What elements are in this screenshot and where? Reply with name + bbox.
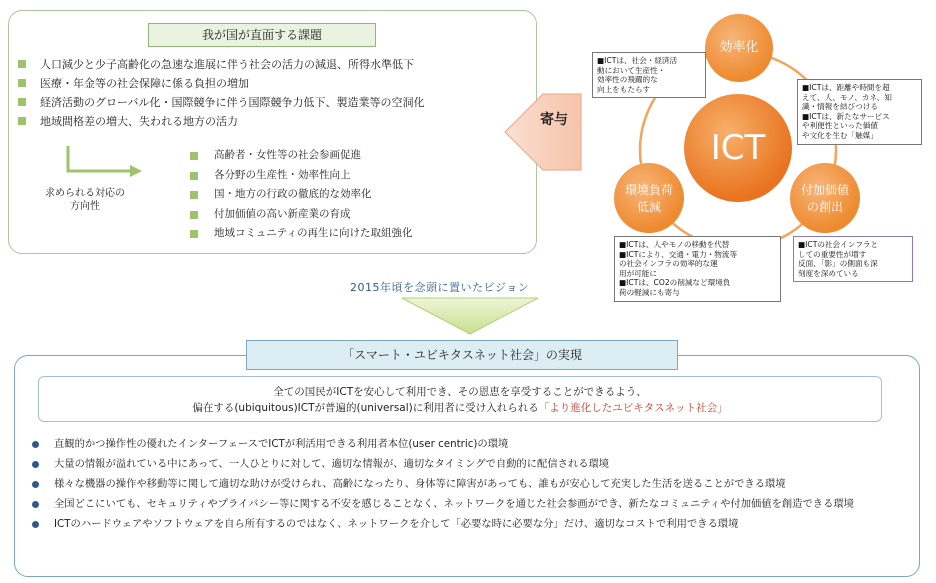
- vision-statement: [38, 376, 882, 422]
- note-line: 荷の軽減にも寄与: [619, 287, 680, 297]
- note-line: 刻度を深めている: [798, 268, 859, 278]
- response-item: 地域コミュニティの再生に向けた取組強化: [190, 224, 412, 244]
- issues-list: [18, 55, 424, 131]
- note-line: や利便性といった価値: [802, 121, 878, 131]
- response-item: 各分野の生産性・効率性向上: [190, 166, 412, 186]
- environment-node-line2: 低減: [636, 200, 661, 214]
- realization-item: 全国どこにいても、セキュリティやプライバシー等に関する不安を感じることなく、ネットワークを通じた社会参画ができ、新たなコミュニティや付加価値を創造できる環境: [32, 496, 912, 513]
- note-line: ■ICTにより、交通・電力・物流等: [619, 249, 738, 259]
- efficiency-node: 効率化: [705, 14, 773, 82]
- response-item: 国・地方の行政の徹底的な効率化: [190, 185, 412, 205]
- note-line: や文化を生む「触媒」: [802, 130, 878, 140]
- value-node: [790, 163, 860, 233]
- direction-label-line2: 方向性: [70, 201, 100, 212]
- note-line: 効率性の飛躍的な: [597, 75, 658, 85]
- contribution-arrow-icon: [503, 92, 583, 172]
- shadow-note: [793, 236, 913, 282]
- vision-statement-highlight: 「より進化したユビキタスネット社会」: [538, 402, 728, 414]
- ict-center: ICT: [684, 94, 792, 202]
- note-line: ■ICTは、社会・経済活: [597, 56, 678, 65]
- response-item: 高齢者・女性等の社会参画促進: [190, 146, 412, 166]
- realization-item: ICTのハードウェアやソフトウェアを自ら所有するのではなく、ネットワークを介して「必要な時に必要な分」だけ、適切なコストで利用できる環境: [32, 516, 912, 533]
- note-line: 識・情報を結びつける: [802, 102, 878, 112]
- note-line: 向上をもたらす: [597, 84, 651, 94]
- environment-node: [614, 163, 684, 233]
- vision-arrow-icon: [400, 296, 540, 336]
- note-line: 反面、「影」の側面も深: [798, 259, 878, 269]
- vision-statement-line2: [39, 400, 881, 416]
- note-line: ■ICTは、新たなサービス: [802, 111, 890, 121]
- realization-item: 大量の情報が溢れている中にあって、一人ひとりに対して、適切な情報が、適切なタイミングで自動的に配信される環境: [32, 456, 912, 473]
- direction-label: [25, 187, 145, 213]
- issue-item: 経済活動のグローバル化・国際競争に伴う国際競争力低下、製造業等の空洞化: [18, 93, 424, 112]
- realization-title: 「スマート・ユビキタスネット社会」の実現: [246, 340, 678, 370]
- response-item: 付加価値の高い新産業の育成: [190, 205, 412, 225]
- realization-item: 様々な機器の操作や移動等に関して適切な助けが受けられ、高齢になったり、身体等に障害があっても、誰もが安心して充実した生活を送ることができる環境: [32, 476, 912, 493]
- efficiency-note: [592, 52, 706, 98]
- contribution-label: 寄与: [540, 112, 568, 128]
- note-line: 用が可能に: [619, 268, 657, 278]
- note-line: ■ICTは、人やモノの移動を代替: [619, 240, 730, 249]
- value-note: [797, 79, 922, 145]
- note-line: の社会インフラの効率的な運: [619, 259, 718, 269]
- direction-arrow-icon: [60, 144, 150, 184]
- value-node-line2: の創出: [806, 200, 843, 214]
- value-node-line1: 付加価値: [800, 183, 849, 197]
- note-line: しての重要性が増す: [798, 249, 867, 259]
- issue-item: 医療・年金等の社会保障に係る負担の増加: [18, 74, 424, 93]
- vision-statement-line1: 全ての国民がICTを安心して利用でき、その恩恵を享受することができるよう、: [273, 386, 647, 398]
- environment-note: [614, 236, 781, 302]
- vision-label: 2015年頃を念頭に置いたビジョン: [350, 281, 530, 294]
- realization-item: 直観的かつ操作性の優れたインターフェースでICTが利活用できる利用者本位(user centric)の環境: [32, 436, 912, 453]
- direction-label-line1: 求められる対応の: [45, 188, 125, 199]
- realization-list: [32, 436, 912, 536]
- issue-item: 地域間格差の増大、失われる地方の活力: [18, 112, 424, 131]
- note-line: ■ICTは、CO2の削減など環境負: [619, 278, 731, 288]
- responses-list: [190, 146, 412, 244]
- issues-title: 我が国が直面する課題: [148, 23, 376, 47]
- note-line: えて、人、モノ、カネ、知: [802, 92, 892, 102]
- note-line: ■ICTの社会インフラと: [798, 240, 879, 249]
- note-line: ■ICTは、距離や時間を超: [802, 83, 890, 92]
- issue-item: 人口減少と少子高齢化の急速な進展に伴う社会の活力の減退、所得水準低下: [18, 55, 424, 74]
- environment-node-line1: 環境負荷: [624, 183, 673, 197]
- vision-statement-prefix: 偏在する(ubiquitous)ICTが普遍的(universal)に利用者に受け入れられる: [192, 402, 539, 414]
- note-line: 動において生産性・: [597, 65, 666, 75]
